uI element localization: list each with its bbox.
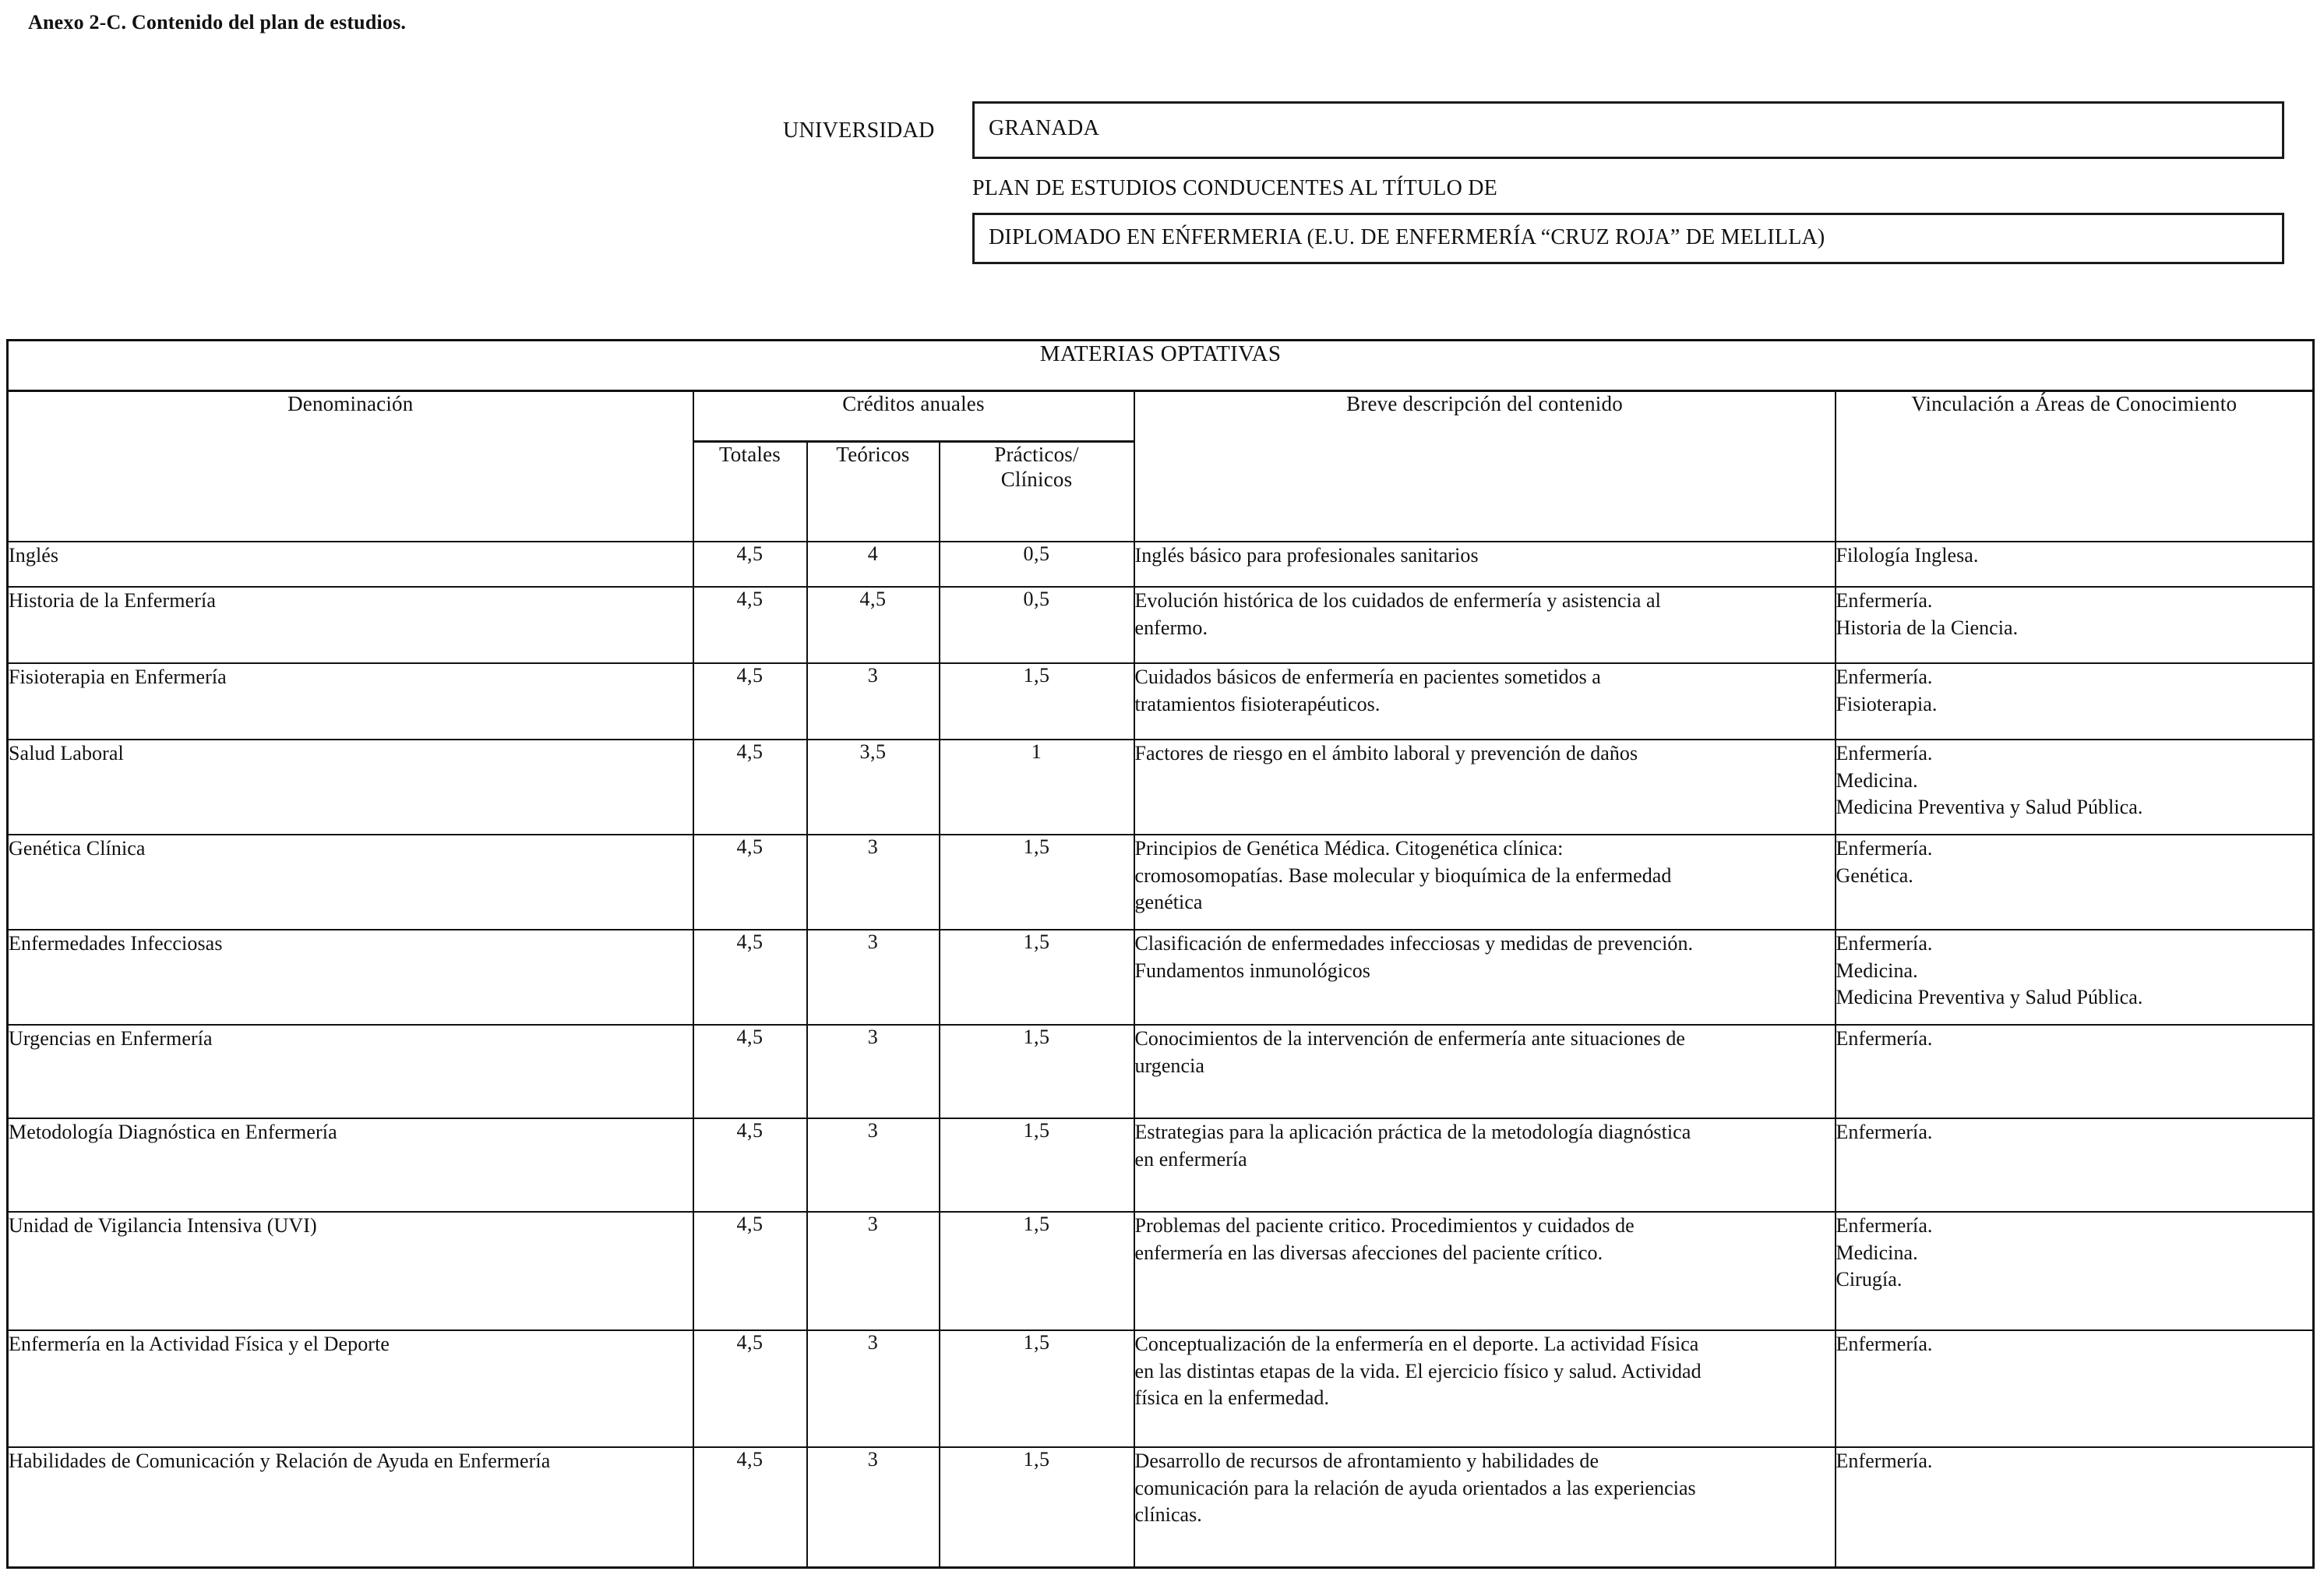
column-header-totales: Totales: [693, 442, 807, 542]
universidad-value: GRANADA: [989, 116, 1100, 140]
cell-descripcion: [1134, 740, 1836, 835]
table-row: [8, 1330, 2314, 1447]
table-row: [8, 587, 2314, 663]
descripcion-line: Fundamentos inmunológicos: [1134, 959, 1370, 982]
cell-vinculacion: [1836, 835, 2314, 930]
table-row: [8, 1212, 2314, 1330]
vinculacion-line: Enfermería.: [1836, 666, 1933, 688]
cell-teoricos: 3: [807, 1330, 940, 1447]
cell-practicos: 1,5: [940, 1025, 1134, 1118]
table-banner-title: MATERIAS OPTATIVAS: [8, 341, 2314, 391]
column-header-vinculacion: Vinculación a Áreas de Conocimiento: [1836, 391, 2314, 542]
cell-practicos: 0,5: [940, 542, 1134, 587]
vinculacion-line: Enfermería.: [1836, 837, 1933, 860]
cell-totales: 4,5: [693, 1330, 807, 1447]
vinculacion-line: Cirugía.: [1836, 1268, 1903, 1291]
practicos-line2: Clínicos: [1000, 467, 1073, 491]
vinculacion-line: Medicina Preventiva y Salud Pública.: [1836, 796, 2143, 819]
cell-denominacion: Habilidades de Comunicación y Relación de Ayuda en Enfermería: [8, 1447, 693, 1568]
table-row: [8, 740, 2314, 835]
cell-descripcion: [1134, 587, 1836, 663]
cell-vinculacion: [1836, 587, 2314, 663]
descripcion-line: tratamientos fisioterapéuticos.: [1134, 692, 1381, 715]
cell-denominacion: Salud Laboral: [8, 740, 693, 835]
table-row: [8, 930, 2314, 1025]
practicos-line1: Prácticos/: [994, 443, 1079, 466]
vinculacion-line: Enfermería.: [1836, 1450, 1933, 1472]
descripcion-line: Problemas del paciente critico. Procedimientos y cuidados de: [1134, 1214, 1635, 1237]
descripcion-line: Clasificación de enfermedades infecciosas y medidas de prevención.: [1134, 932, 1694, 955]
table-body: [8, 542, 2314, 1568]
cell-practicos: 1,5: [940, 1118, 1134, 1212]
cell-practicos: 0,5: [940, 587, 1134, 663]
header-row-top: [8, 391, 2314, 442]
cell-practicos: 1,5: [940, 1447, 1134, 1568]
cell-totales: 4,5: [693, 663, 807, 740]
column-header-teoricos: Teóricos: [807, 442, 940, 542]
descripcion-line: Factores de riesgo en el ámbito laboral y prevención de daños: [1134, 742, 1638, 764]
cell-vinculacion: [1836, 1025, 2314, 1118]
cell-teoricos: 4: [807, 542, 940, 587]
cell-denominacion: Metodología Diagnóstica en Enfermería: [8, 1118, 693, 1212]
descripcion-line: en enfermería: [1134, 1147, 1247, 1171]
descripcion-line: Conocimientos de la intervención de enfermería ante situaciones de: [1134, 1027, 1685, 1050]
descripcion-line: en las distintas etapas de la vida. El ejercicio físico y salud. Actividad: [1134, 1359, 1702, 1382]
cell-practicos: 1,5: [940, 835, 1134, 930]
cell-teoricos: 3,5: [807, 740, 940, 835]
cell-vinculacion: [1836, 930, 2314, 1025]
cell-totales: 4,5: [693, 930, 807, 1025]
cell-descripcion: [1134, 1212, 1836, 1330]
cell-totales: 4,5: [693, 542, 807, 587]
cell-teoricos: 3: [807, 1118, 940, 1212]
plan-estudios-line: PLAN DE ESTUDIOS CONDUCENTES AL TÍTULO DE: [972, 176, 1497, 200]
table-row: [8, 1118, 2314, 1212]
column-header-practicos-clinicos: [940, 442, 1134, 542]
cell-descripcion: [1134, 1447, 1836, 1568]
cell-descripcion: [1134, 930, 1836, 1025]
vinculacion-line: Enfermería.: [1836, 1121, 1933, 1143]
descripcion-line: comunicación para la relación de ayuda orientados a las experiencias: [1134, 1476, 1696, 1499]
descripcion-line: cromosomopatías. Base molecular y bioquímica de la enfermedad: [1134, 863, 1672, 887]
table-row: [8, 663, 2314, 740]
titulo-value-box: [972, 213, 2284, 264]
table-head: [8, 341, 2314, 542]
vinculacion-line: Medicina.: [1836, 768, 1918, 792]
column-header-breve-descripcion: Breve descripción del contenido: [1134, 391, 1836, 542]
cell-practicos: 1,5: [940, 930, 1134, 1025]
descripcion-line: Estrategias para la aplicación práctica de la metodología diagnóstica: [1134, 1121, 1691, 1143]
cell-vinculacion: [1836, 1212, 2314, 1330]
table-row: [8, 835, 2314, 930]
table-row: [8, 1447, 2314, 1568]
cell-denominacion: Historia de la Enfermería: [8, 587, 693, 663]
cell-totales: 4,5: [693, 1118, 807, 1212]
cell-practicos: 1,5: [940, 1212, 1134, 1330]
descripcion-line: enfermo.: [1134, 616, 1208, 639]
vinculacion-line: Enfermería.: [1836, 1027, 1933, 1050]
descripcion-line: urgencia: [1134, 1054, 1204, 1077]
vinculacion-line: Historia de la Ciencia.: [1836, 616, 2019, 639]
cell-teoricos: 3: [807, 835, 940, 930]
document-caption: Anexo 2-C. Contenido del plan de estudios.: [28, 11, 407, 34]
cell-vinculacion: [1836, 1447, 2314, 1568]
plan-header-block: [0, 101, 2324, 249]
descripcion-line: genética: [1134, 891, 1203, 914]
titulo-value: DIPLOMADO EN EŃFERMERIA (E.U. DE ENFERMERÍA “CRUZ ROJA” DE MELILLA): [989, 225, 1825, 249]
vinculacion-line: Medicina Preventiva y Salud Pública.: [1836, 986, 2143, 1009]
descripcion-line: Desarrollo de recursos de afrontamiento y habilidades de: [1134, 1450, 1599, 1472]
cell-totales: 4,5: [693, 1212, 807, 1330]
cell-denominacion: Genética Clínica: [8, 835, 693, 930]
descripcion-line: Principios de Genética Médica. Citogenética clínica:: [1134, 837, 1564, 860]
cell-vinculacion: [1836, 740, 2314, 835]
cell-teoricos: 3: [807, 663, 940, 740]
vinculacion-line: Enfermería.: [1836, 1214, 1933, 1237]
vinculacion-line: Fisioterapia.: [1836, 692, 1938, 715]
cell-descripcion: [1134, 1025, 1836, 1118]
cell-vinculacion: [1836, 542, 2314, 587]
vinculacion-line: Enfermería.: [1836, 1333, 1933, 1355]
table-row: [8, 1025, 2314, 1118]
table-row: [8, 542, 2314, 587]
column-header-denominacion: Denominación: [8, 391, 693, 542]
descripcion-line: Conceptualización de la enfermería en el deporte. La actividad Física: [1134, 1333, 1699, 1355]
cell-teoricos: 3: [807, 1025, 940, 1118]
materias-optativas-table-wrap: [6, 339, 2312, 1569]
cell-descripcion: [1134, 1330, 1836, 1447]
cell-totales: 4,5: [693, 1025, 807, 1118]
descripcion-line: Inglés básico para profesionales sanitarios: [1134, 544, 1479, 567]
cell-totales: 4,5: [693, 740, 807, 835]
cell-denominacion: Urgencias en Enfermería: [8, 1025, 693, 1118]
cell-teoricos: 4,5: [807, 587, 940, 663]
vinculacion-line: Filología Inglesa.: [1836, 544, 1979, 567]
vinculacion-line: Genética.: [1836, 863, 1913, 887]
vinculacion-line: Enfermería.: [1836, 589, 1933, 612]
descripcion-line: clínicas.: [1134, 1503, 1202, 1527]
universidad-row: UNIVERSIDAD GRANADA: [0, 101, 2324, 165]
vinculacion-line: Enfermería.: [1836, 932, 1933, 955]
column-header-creditos-anuales: Créditos anuales: [693, 391, 1134, 442]
descripcion-line: enfermería en las diversas afecciones del paciente crítico.: [1134, 1241, 1603, 1264]
descripcion-line: física en la enfermedad.: [1134, 1386, 1330, 1410]
cell-vinculacion: [1836, 1330, 2314, 1447]
cell-practicos: 1,5: [940, 1330, 1134, 1447]
cell-teoricos: 3: [807, 1447, 940, 1568]
cell-denominacion: Inglés: [8, 542, 693, 587]
descripcion-line: Cuidados básicos de enfermería en pacientes sometidos a: [1134, 666, 1601, 688]
universidad-value-box: [972, 101, 2284, 159]
vinculacion-line: Medicina.: [1836, 1241, 1918, 1264]
cell-totales: 4,5: [693, 587, 807, 663]
descripcion-line: Evolución histórica de los cuidados de enfermería y asistencia al: [1134, 589, 1661, 612]
cell-totales: 4,5: [693, 835, 807, 930]
cell-vinculacion: [1836, 663, 2314, 740]
cell-vinculacion: [1836, 1118, 2314, 1212]
cell-descripcion: [1134, 835, 1836, 930]
cell-teoricos: 3: [807, 930, 940, 1025]
materias-optativas-table: [6, 339, 2315, 1569]
banner-row: [8, 341, 2314, 391]
cell-denominacion: Enfermedades Infecciosas: [8, 930, 693, 1025]
cell-descripcion: [1134, 1118, 1836, 1212]
cell-teoricos: 3: [807, 1212, 940, 1330]
cell-practicos: 1: [940, 740, 1134, 835]
cell-denominacion: Unidad de Vigilancia Intensiva (UVI): [8, 1212, 693, 1330]
cell-descripcion: [1134, 542, 1836, 587]
vinculacion-line: Enfermería.: [1836, 742, 1933, 764]
cell-descripcion: [1134, 663, 1836, 740]
vinculacion-line: Medicina.: [1836, 959, 1918, 982]
cell-denominacion: Enfermería en la Actividad Física y el Deporte: [8, 1330, 693, 1447]
cell-practicos: 1,5: [940, 663, 1134, 740]
cell-denominacion: Fisioterapia en Enfermería: [8, 663, 693, 740]
cell-totales: 4,5: [693, 1447, 807, 1568]
